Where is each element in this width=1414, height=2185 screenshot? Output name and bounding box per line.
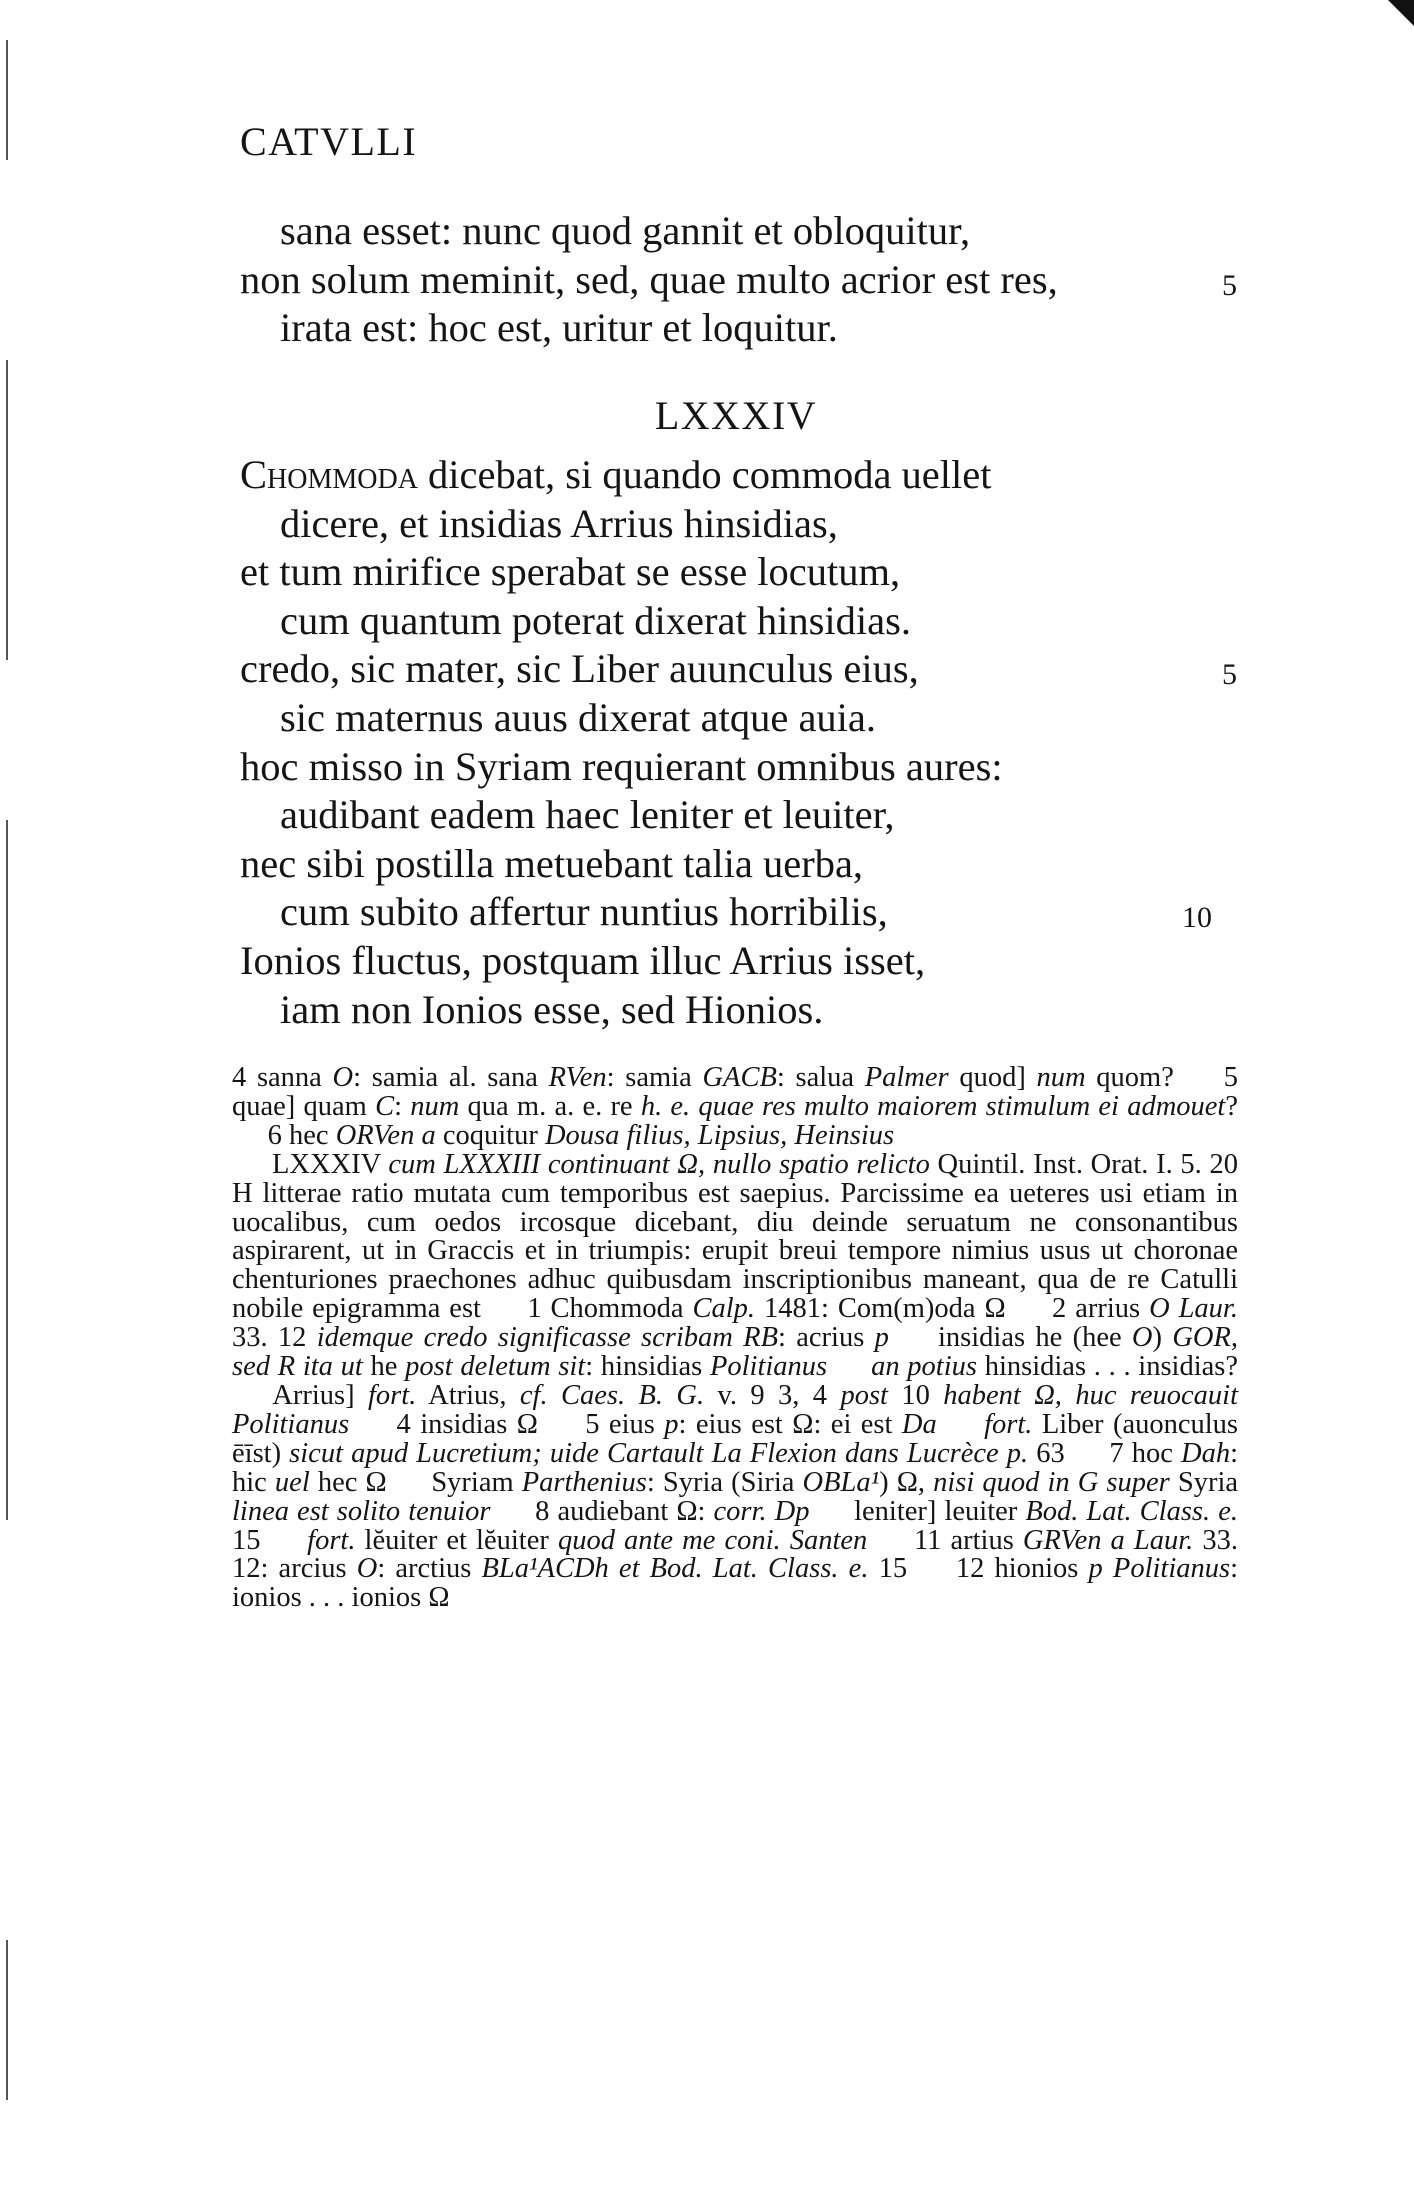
apparatus-text: : hinsidias — [585, 1351, 710, 1383]
apparatus-text: : ionios . . . ionios Ω — [232, 1553, 1239, 1614]
running-header: CATVLLI — [240, 119, 418, 164]
apparatus-text: Liber (auonculus ēīst) — [232, 1408, 1239, 1469]
apparatus-italic: fort. — [307, 1524, 356, 1556]
line-number: 10 — [1182, 901, 1212, 935]
corner-arrow-icon — [1388, 0, 1414, 26]
apparatus-text: lĕuiter et lĕuiter — [355, 1524, 558, 1556]
verse-text: et tum mirifice sperabat se esse locutum, — [240, 549, 901, 595]
apparatus-paragraph — [232, 1148, 1239, 1614]
apparatus-text: 4 sanna — [232, 1062, 333, 1093]
verse-line — [240, 451, 1240, 500]
apparatus-italic: quod ante me coni. Santen — [557, 1524, 868, 1556]
apparatus-text: 33. 12: arcius — [232, 1524, 1238, 1585]
verse-line — [240, 937, 1240, 986]
scan-edge-mark — [6, 1940, 8, 2100]
apparatus-text: : salua — [776, 1062, 865, 1093]
scan-edge-mark — [6, 820, 8, 1520]
poem-title: LXXXIV — [654, 393, 818, 438]
apparatus-italic: cf. Caes. B. G. — [519, 1379, 705, 1411]
initial-letter: C — [240, 452, 268, 497]
small-caps-rest: hommoda — [267, 452, 418, 497]
poem-lxxxiv-verse — [240, 451, 1240, 1034]
apparatus-text: Atrius, — [416, 1379, 520, 1411]
apparatus-italic: RVen — [548, 1062, 607, 1093]
apparatus-text: 33. 12 — [232, 1322, 317, 1354]
verse-text: iam non Ionios esse, sed Hionios. — [280, 986, 824, 1032]
verse-text: non solum meminit, sed, quae multo acrior est res, — [240, 256, 1058, 302]
apparatus-text: Quintil. Inst. Orat. I. 5. 20 H litterae ratio mutata cum temporibus est saepius. Parcissime ea ueteres usi etiam in uocalibus, cum oedos ircosque dicebant, diu deinde seruatum ne consonantibus aspirarent, ut in Graccis et in triumpis: erupit breui tempore nimius usus ut choronae chenturiones praechones adhuc quibusdam inscriptionibus maneant, qua de re Catulli nobile epigramma est 1 Chommoda — [232, 1148, 1238, 1325]
apparatus-text: ) — [1152, 1322, 1173, 1354]
apparatus-text: : samia — [606, 1062, 703, 1093]
verse-line — [240, 694, 1240, 743]
verse-line — [240, 986, 1240, 1035]
apparatus-text: coquitur — [435, 1119, 545, 1151]
apparatus-text: 10 — [887, 1379, 944, 1411]
verse-line — [240, 645, 1240, 694]
apparatus-italic: GACB — [702, 1062, 777, 1093]
line-number: 5 — [1222, 268, 1237, 302]
apparatus-text: v. 9 3, 4 — [704, 1379, 841, 1411]
apparatus-text: : hic — [232, 1437, 1238, 1498]
apparatus-text: Syria — [1169, 1466, 1239, 1498]
verse-text: cum quantum poterat dixerat hinsidias. — [280, 597, 911, 643]
apparatus-text: hec Ω Syriam — [309, 1466, 522, 1498]
apparatus-italic: idemque credo significasse scribam RB — [316, 1322, 779, 1354]
apparatus-text: quom? 5 quae] quam — [232, 1062, 1238, 1122]
verse-line — [240, 791, 1240, 840]
apparatus-text: 15 — [232, 1524, 308, 1556]
verse-text: audibant eadem haec leniter et leuiter, — [280, 792, 895, 838]
verse-line — [240, 743, 1240, 792]
verse-text: credo, sic mater, sic Liber auunculus eius, — [240, 646, 919, 692]
apparatus-italic: Dah — [1180, 1437, 1231, 1469]
apparatus-italic: O Laur. — [1149, 1293, 1238, 1325]
verse-line — [240, 500, 1240, 549]
scan-edge-mark — [6, 40, 8, 160]
apparatus-italic: h. e. quae res multo maiorem stimulum ei admouet — [640, 1090, 1226, 1122]
verse-line — [240, 304, 1240, 353]
apparatus-italic: fort. — [984, 1408, 1033, 1440]
apparatus-text: leniter] leuiter — [809, 1495, 1026, 1527]
apparatus-text: : — [394, 1090, 411, 1122]
verse-text: dicebat, si quando commoda uellet — [428, 452, 992, 497]
apparatus-text: qua m. a. e. re — [459, 1090, 641, 1122]
apparatus-italic: O — [356, 1553, 378, 1585]
apparatus-italic: p — [664, 1408, 679, 1440]
apparatus-italic: corr. Dp — [713, 1495, 810, 1527]
apparatus-text — [827, 1351, 871, 1382]
apparatus-italic: ORVen a — [335, 1119, 436, 1151]
apparatus-text: : Syria (Siria — [646, 1466, 803, 1498]
apparatus-text: quod] — [948, 1062, 1037, 1093]
apparatus-italic: p — [874, 1322, 889, 1354]
verse-text: hoc misso in Syriam requierant omnibus aures: — [240, 743, 1003, 789]
apparatus-text — [937, 1409, 984, 1440]
apparatus-text: he — [362, 1351, 406, 1383]
apparatus-italic: num — [1036, 1062, 1086, 1093]
apparatus-italic: habent Ω, huc reuocauit Politianus — [232, 1379, 1239, 1440]
apparatus-italic: Palmer — [864, 1062, 949, 1093]
apparatus-text: insidias he (hee — [888, 1322, 1132, 1354]
apparatus-italic: post deletum sit — [405, 1351, 586, 1383]
verse-text: sana esset: nunc quod gannit et obloquitur, — [280, 208, 971, 253]
verse-text: dicere, et insidias Arrius hinsidias, — [280, 500, 838, 546]
apparatus-text: 63 7 hoc — [1028, 1437, 1181, 1469]
apparatus-text: hinsidias . . . insidias? Arrius] — [232, 1351, 1239, 1411]
apparatus-italic: uel — [274, 1466, 310, 1498]
apparatus-text: ) Ω, — [879, 1466, 934, 1498]
apparatus-italic: Calp. — [692, 1293, 756, 1325]
apparatus-italic: O — [332, 1062, 354, 1093]
apparatus-italic: GOR, sed R ita ut — [232, 1322, 1239, 1383]
critical-apparatus — [232, 1064, 1238, 1613]
apparatus-italic: fort. — [368, 1379, 417, 1411]
apparatus-italic: nisi quod in G super — [933, 1466, 1170, 1498]
apparatus-paragraph — [232, 1064, 1238, 1151]
line-number: 5 — [1222, 658, 1237, 692]
apparatus-text: 15 12 hionios — [868, 1553, 1089, 1585]
verse-text: cum subito affertur nuntius horribilis, — [280, 889, 888, 935]
apparatus-italic: cum LXXXIII continuant Ω, nullo spatio relicto — [388, 1148, 930, 1180]
previous-poem-ending — [240, 207, 1240, 353]
apparatus-text: : eius est Ω: ei est — [678, 1408, 902, 1440]
apparatus-italic: O — [1131, 1322, 1153, 1354]
apparatus-italic: linea est solito tenuior — [232, 1495, 491, 1527]
apparatus-text: ? 6 hec — [232, 1090, 1239, 1151]
apparatus-text: 1481: Com(m)oda Ω 2 arrius — [755, 1293, 1150, 1325]
apparatus-text: LXXXIV — [272, 1148, 389, 1180]
poem-first-word — [240, 452, 418, 497]
apparatus-italic: BLa¹ACDh et Bod. Lat. Class. e. — [481, 1553, 869, 1585]
apparatus-italic: num — [410, 1090, 460, 1122]
apparatus-italic: Politianus — [709, 1351, 828, 1383]
verse-text: nec sibi postilla metuebant talia uerba, — [240, 840, 864, 886]
verse-text: irata est: hoc est, uritur et loquitur. — [280, 305, 838, 351]
apparatus-text: : arctius — [377, 1553, 482, 1585]
apparatus-italic: Bod. Lat. Class. e. — [1025, 1495, 1238, 1527]
verse-line — [240, 888, 1240, 937]
verse-text: Ionios fluctus, postquam illuc Arrius isset, — [240, 937, 926, 983]
verse-line — [240, 207, 1240, 256]
apparatus-italic: OBLa¹ — [802, 1466, 880, 1498]
apparatus-italic: sicut apud Lucretium; uide Cartault La Flexion dans Lucrèce p. — [289, 1437, 1029, 1469]
apparatus-text: : acrius — [778, 1322, 875, 1354]
apparatus-italic: p Politianus — [1088, 1553, 1231, 1585]
apparatus-text: 8 audiebant Ω: — [490, 1495, 714, 1527]
verse-line — [240, 548, 1240, 597]
apparatus-italic: post — [840, 1379, 888, 1411]
apparatus-text: : samia al. sana — [353, 1062, 549, 1093]
apparatus-italic: Da — [901, 1408, 937, 1440]
verse-line — [240, 840, 1240, 889]
apparatus-italic: Dousa filius, Lipsius, Heinsius — [544, 1119, 895, 1151]
apparatus-italic: Parthenius — [521, 1466, 647, 1498]
verse-line — [240, 597, 1240, 646]
apparatus-italic: C — [375, 1090, 395, 1122]
apparatus-text: 11 artius — [867, 1524, 1023, 1556]
apparatus-italic: an potius — [871, 1351, 977, 1383]
apparatus-italic: GRVen a Laur. — [1022, 1524, 1194, 1556]
verse-line — [240, 256, 1240, 305]
verse-text: sic maternus auus dixerat atque auia. — [280, 694, 877, 740]
apparatus-text: 4 insidias Ω 5 eius — [349, 1408, 665, 1440]
